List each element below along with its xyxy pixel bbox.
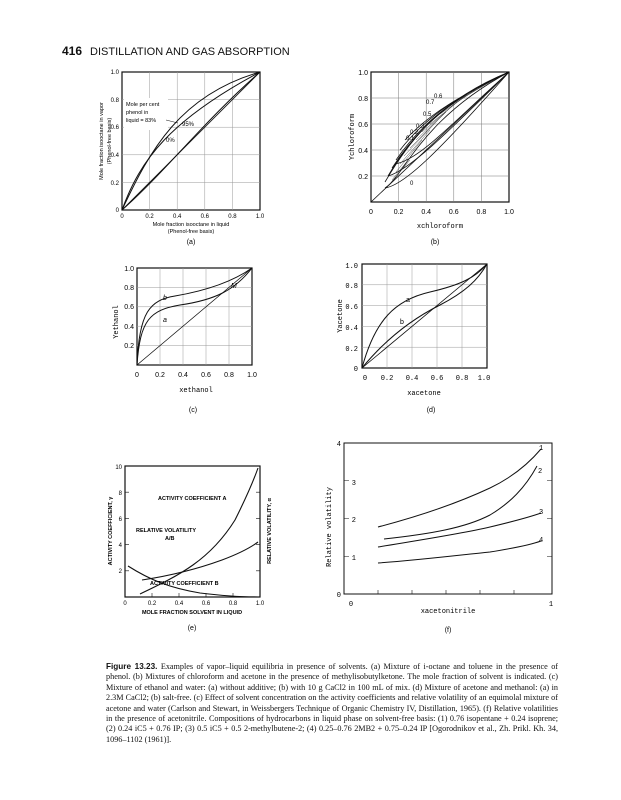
- b-xlabel: xchloroform: [416, 223, 464, 231]
- c-ytick: 0.4: [124, 324, 134, 331]
- f-ytick: 4: [336, 441, 341, 449]
- c-ytick: 0.6: [124, 304, 134, 311]
- a-xtick: 0.6: [200, 214, 209, 220]
- caption-text: Examples of vapor–liquid equilibria in presence of solvents. (a) Mixture of i-octane and toluene in the presence of phenol. (b) Mixtures of chloroform and acetone in the presence of methylisobutylketone. The mole fraction of solvent is indicated. (c) Mixture of ethanol and water: (a) without additive; (b) with 10 g CaCl2 in 100 mL of mix. (d) Mixture of acetone and methanol: (a) in 2.3M CaCl2; (b) salt-free. (c) Effect of solvent concentration on the activity coefficients and relative volatility of an equimolal mixture of acetone and water (Carlson and Stewart, in Weissbergers Technique of Organic Chemistry IV, Distillation, 1965). (f) Relative volatilities in the presence of acetonitrile. Compositions of hydrocarbons in liquid phase on solvent-free basis: (1) 0.76 isopentane + 0.24 isoprene; (2) 0.24 iC5 + 0.76 IP; (3) 0.5 iC5 + 0.5 2-methylbutene-2; (4) 0.25–0.76 2MB2 + 0.75–0.24 IP [Ogorodnikov et al., Zh. Prikl. Kh. 34, 1096–1102 (1961)].: [106, 662, 559, 744]
- e-xtick: 1.0: [255, 601, 265, 607]
- c-curve-b: b: [163, 295, 167, 302]
- a-curve-95: 95%: [182, 122, 195, 128]
- b-ytick: 0.4: [358, 148, 368, 155]
- b-ylabel: Ychloroform: [349, 113, 357, 161]
- b-ytick: 0.6: [358, 122, 368, 129]
- e-xtick: 0.8: [228, 601, 238, 607]
- c-ytick: 1.0: [124, 266, 134, 273]
- b-ytick: 0.2: [358, 174, 368, 181]
- c-curve-a: a: [163, 317, 167, 324]
- a-curve-0: 0%: [166, 138, 175, 144]
- a-note-3: liquid = 83%: [126, 118, 157, 124]
- c-xtick: 0: [135, 372, 139, 379]
- b-curve-label: 0.2: [410, 130, 419, 136]
- b-curve-label: 0: [410, 181, 414, 187]
- b-xtick: 0.8: [476, 209, 487, 216]
- e-label-a: ACTIVITY COEFFICIENT A: [158, 496, 227, 502]
- d-ytick: 0.8: [345, 283, 358, 291]
- e-ytick: 2: [118, 569, 122, 575]
- e-xtick: 0.6: [201, 601, 211, 607]
- c-panel-label: (c): [188, 407, 198, 414]
- running-title: DISTILLATION AND GAS ABSORPTION: [90, 46, 290, 58]
- f-curve-label: 1: [539, 445, 544, 453]
- a-ytick: 1.0: [110, 70, 119, 76]
- e-label-vol-1: RELATIVE VOLATILITY: [136, 528, 196, 534]
- c-curve-m: M: [231, 283, 237, 290]
- f-xtick: 0: [348, 601, 354, 609]
- b-ytick: 1.0: [358, 70, 368, 77]
- f-panel-label: (f): [444, 627, 452, 634]
- c-xtick: 0.8: [224, 372, 234, 379]
- a-ylabel-2: (Phenol-free basis): [107, 117, 113, 165]
- d-xlabel: xacetone: [407, 390, 441, 398]
- a-ytick: 0.4: [110, 153, 119, 159]
- a-ytick: 0: [115, 208, 119, 214]
- d-panel-label: (d): [426, 407, 436, 414]
- panel-d: [337, 263, 490, 414]
- panel-e: [108, 465, 273, 632]
- caption-title: Figure 13.23.: [106, 662, 158, 671]
- b-xtick: 0.2: [393, 209, 404, 216]
- f-curve-label: 2: [538, 468, 543, 476]
- f-ytick: 3: [351, 480, 356, 488]
- d-xtick: 1.0: [477, 375, 491, 383]
- c-xlabel: xethanol: [179, 387, 213, 395]
- c-xtick: 0.4: [178, 372, 188, 379]
- e-label-vol-2: A/B: [165, 536, 175, 542]
- f-ylabel: Relative volatility: [326, 487, 334, 567]
- d-ytick: 1.0: [345, 263, 358, 271]
- d-curve-b: b: [400, 319, 404, 326]
- a-xtick: 1.0: [255, 214, 265, 220]
- e-ytick: 6: [118, 517, 122, 523]
- d-ylabel: Yacetone: [337, 299, 345, 333]
- d-ytick: 0.6: [345, 304, 358, 312]
- d-ytick: 0.4: [345, 325, 358, 333]
- d-xtick: 0.2: [380, 375, 394, 383]
- d-xtick: 0.4: [405, 375, 419, 383]
- a-xlabel-2: (Phenol-free basis): [167, 229, 215, 235]
- f-curve-label: 4: [539, 537, 544, 545]
- d-ytick: 0: [353, 366, 358, 374]
- c-ylabel: Yethanol: [113, 305, 121, 339]
- a-xtick: 0: [120, 214, 124, 220]
- e-xtick: 0: [123, 601, 127, 607]
- d-xtick: 0: [362, 375, 368, 383]
- b-curve-label: 0.3: [416, 124, 425, 130]
- a-xtick: 0.4: [173, 214, 182, 220]
- e-panel-label: (e): [187, 625, 197, 632]
- c-ytick: 0.8: [124, 285, 134, 292]
- b-curve-label: 0.6: [434, 94, 443, 100]
- b-xtick: 0: [369, 209, 373, 216]
- panel-b: [349, 70, 514, 246]
- f-xlabel: xacetonitrile: [420, 608, 476, 616]
- e-label-b: ACTIVITY COEFFICIENT B: [150, 581, 219, 587]
- b-xtick: 0.6: [448, 209, 459, 216]
- figure-caption: [106, 662, 558, 745]
- a-note-1: Mole per cent: [126, 102, 160, 108]
- e-xlabel: MOLE FRACTION SOLVENT IN LIQUID: [141, 610, 243, 616]
- d-ytick: 0.2: [345, 346, 358, 354]
- f-curve-label: 3: [539, 509, 544, 517]
- panel-c: [113, 266, 257, 414]
- d-curve-a: a: [406, 297, 410, 304]
- f-ytick: 1: [351, 555, 356, 563]
- a-note-2: phenol in: [126, 110, 149, 116]
- f-xtick: 1: [548, 601, 554, 609]
- e-xtick: 0.4: [174, 601, 184, 607]
- a-panel-label: (a): [186, 239, 196, 246]
- f-ytick: 2: [351, 517, 356, 525]
- a-ytick: 0.2: [110, 181, 119, 187]
- e-ytick: 4: [118, 543, 122, 549]
- e-ylabel-left: ACTIVITY COEFFICIENT, γ: [108, 496, 114, 566]
- b-ytick: 0.8: [358, 96, 368, 103]
- a-ylabel-1: Mole fraction isooctane in vapor: [99, 102, 105, 180]
- e-ytick: 8: [118, 491, 122, 497]
- b-curve-label: 0.1: [406, 136, 415, 142]
- c-ytick: 0.2: [124, 343, 134, 350]
- b-xtick: 1.0: [504, 209, 514, 216]
- e-ytick: 10: [115, 465, 122, 471]
- a-xtick: 0.8: [228, 214, 237, 220]
- b-curve-label: 0.5: [423, 112, 432, 118]
- a-ytick: 0.6: [110, 125, 119, 131]
- f-ytick: 0: [336, 592, 341, 600]
- panel-a: [99, 70, 265, 246]
- b-curve-label: 0.7: [426, 100, 435, 106]
- b-xtick: 0.4: [421, 209, 432, 216]
- c-xtick: 0.6: [201, 372, 211, 379]
- a-ytick: 0.8: [110, 98, 119, 104]
- e-xtick: 0.2: [147, 601, 157, 607]
- page-number: 416: [62, 44, 83, 58]
- d-xtick: 0.6: [430, 375, 444, 383]
- b-panel-label: (b): [430, 239, 440, 246]
- c-xtick: 1.0: [247, 372, 257, 379]
- e-ylabel-right: RELATIVE VOLATILITY, α: [267, 498, 273, 564]
- c-xtick: 0.2: [155, 372, 165, 379]
- d-xtick: 0.8: [455, 375, 469, 383]
- panel-f: [326, 441, 553, 634]
- a-xtick: 0.2: [145, 214, 154, 220]
- a-xlabel-1: Mole fraction isooctane in liquid: [152, 222, 230, 228]
